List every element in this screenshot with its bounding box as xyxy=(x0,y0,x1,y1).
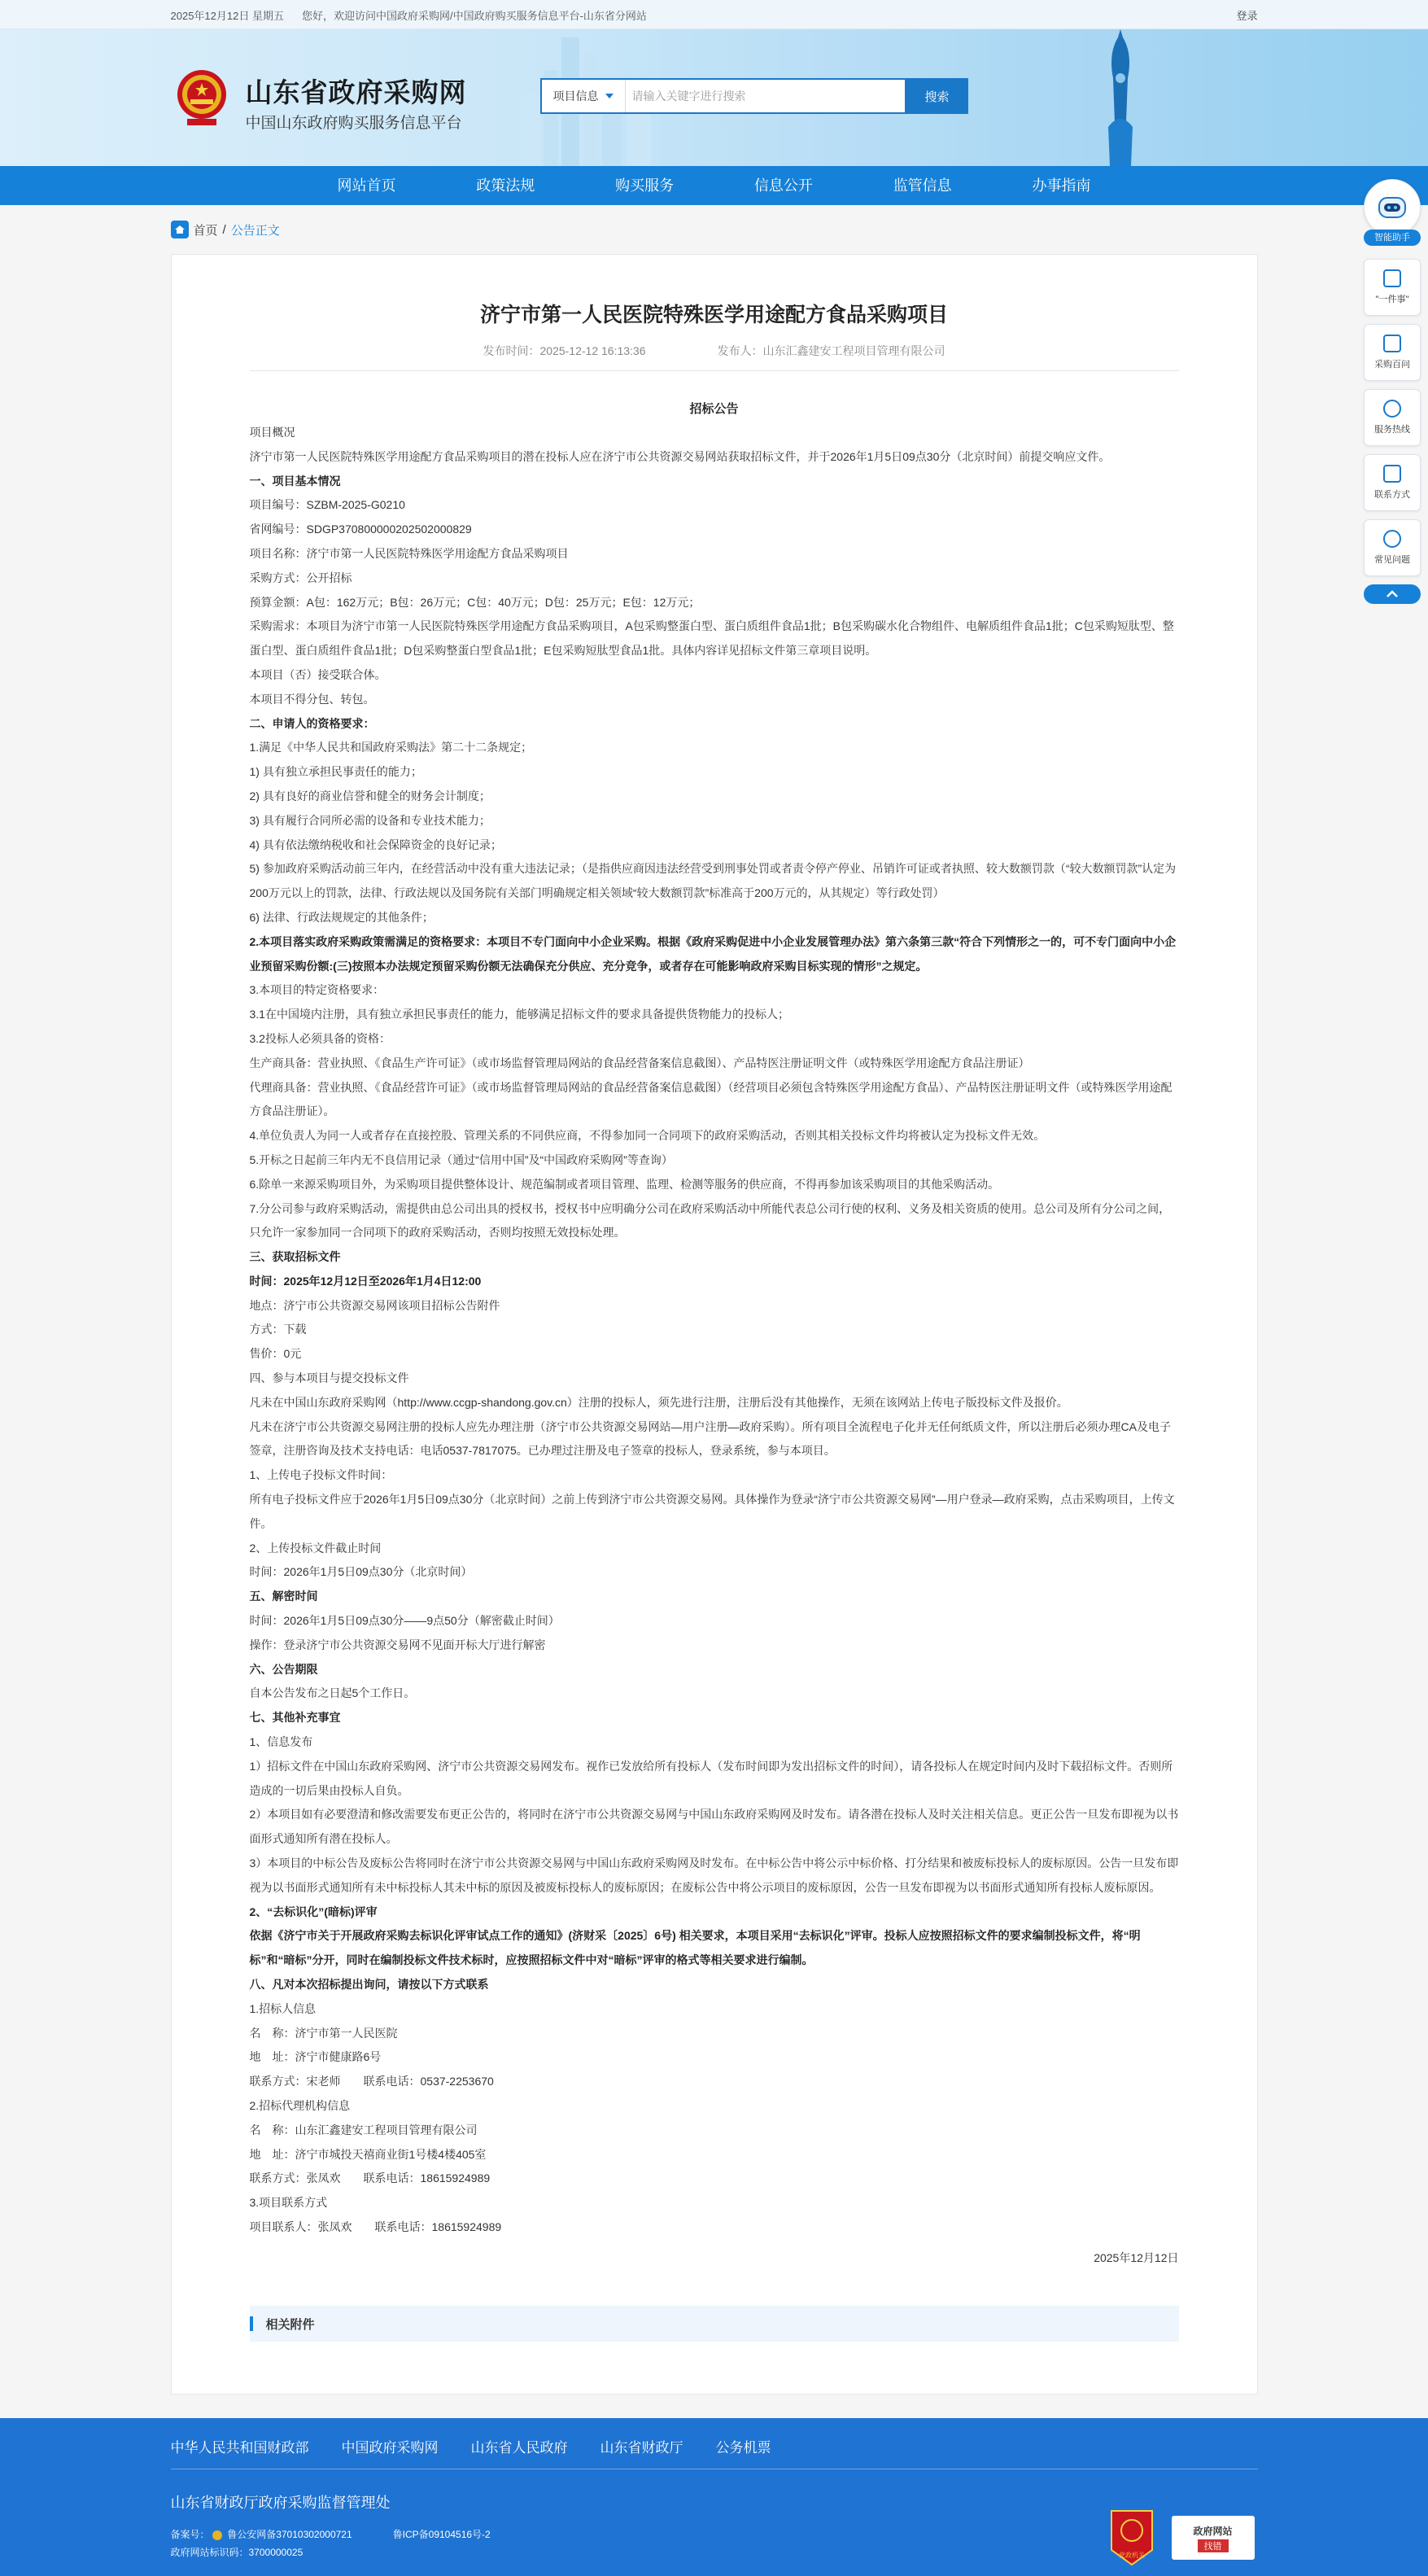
badge2-line1: 政府网站 xyxy=(1193,2525,1233,2537)
footer-link-mof[interactable]: 中华人民共和国财政部 xyxy=(170,2440,309,2456)
article-paragraph: 2.招标代理机构信息 xyxy=(249,2098,351,2112)
article-paragraph: 济宁市第一人民医院特殊医学用途配方食品采购项目的潜在投标人应在济宁市公共资源交易网站获取招标文件，并于2026年1月5日09点30分（北京时间）前提交响应文件。 xyxy=(249,449,1111,463)
current-date: 2025年12月12日 星期五 xyxy=(170,9,284,22)
article-paragraph: 联系方式：张凤欢 联系电话：18615924989 xyxy=(249,2171,491,2185)
article-paragraph: 地 址：济宁市健康路6号 xyxy=(249,2050,382,2064)
home-icon[interactable] xyxy=(171,221,189,238)
article-paragraph: 八、凡对本次招标提出询问，请按以下方式联系 xyxy=(249,1978,489,1991)
nav-item-guide[interactable]: 办事指南 xyxy=(1032,177,1091,194)
article-paragraph: 5) 参加政府采购活动前三年内，在经营活动中没有重大违法记录；（是指供应商因违法经营受到刑事处罚或者责令停产停业、吊销许可证或者执照、较大数额罚款（“较大数额罚款”认定为200万元以上的罚款，法律、行政法规以及国务院有关部门明确规定相关领域“较大数额罚款”标准高于200万元的，从其规定）等行政处罚） xyxy=(249,862,1177,900)
footer-org: 山东省财政厅政府采购监督管理处 xyxy=(170,2495,391,2511)
publish-time: 发布时间：2025-12-12 16:13:36 xyxy=(483,344,646,357)
search-input[interactable] xyxy=(632,80,905,112)
attachments-section xyxy=(250,2306,1179,2342)
article-paragraph: 6.除单一来源采购项目外，为采购项目提供整体设计、规范编制或者项目管理、监理、检测等服务的供应商，不得再参加该采购项目的其他采购活动。 xyxy=(249,1177,1000,1191)
article-paragraph: 依据《济宁市关于开展政府采购去标识化评审试点工作的通知》(济财采〔2025〕6号) 相关要求，本项目采用“去标识化”评审。投标人应按照招标文件的要求编制投标文件，将“明标”和“暗标”分开，同时在编制投标文件技术标时，应按照招标文件中对“暗标”评审的格式等相关要求进行编制。 xyxy=(249,1929,1141,1967)
article-paragraph: 采购方式：公开招标 xyxy=(249,571,352,584)
phone-icon xyxy=(1383,400,1401,418)
article-paragraph: 1、信息发布 xyxy=(249,1735,313,1749)
article-paragraph: 3) 具有履行合同所必需的设备和专业技术能力； xyxy=(249,813,491,827)
announcement-title: 招标公告 xyxy=(689,402,739,416)
main-nav xyxy=(0,166,1428,205)
faq-label: 常见问题 xyxy=(1374,555,1410,565)
article-paragraph: 预算金额：A包：162万元；B包：26万元；C包：40万元；D包：25万元；E包：12万元； xyxy=(249,595,701,609)
article-paragraph: 七、其他补充事宜 xyxy=(249,1711,341,1725)
article-paragraph: 省网编号：SDGP370800000202502000829 xyxy=(249,523,472,536)
article-paragraph: 2、上传投标文件截止时间 xyxy=(249,1541,382,1555)
breadcrumb xyxy=(171,205,1258,254)
article-title: 济宁市第一人民医院特殊医学用途配方食品采购项目 xyxy=(479,304,948,326)
national-emblem-icon xyxy=(176,67,228,129)
article-paragraph: 名 称：山东汇鑫建安工程项目管理有限公司 xyxy=(249,2123,478,2136)
floating-sidebar xyxy=(1362,179,1422,604)
article-paragraph: 生产商具备：营业执照、《食品生产许可证》（或市场监督管理局网站的食品经营备案信息截图）、产品特医注册证明文件（或特殊医学用途配方食品注册证） xyxy=(249,1056,1030,1069)
site-error-report-badge[interactable] xyxy=(1172,2516,1255,2560)
nav-item-disclosure[interactable]: 信息公开 xyxy=(753,177,813,194)
footer-link-sdgov[interactable]: 山东省人民政府 xyxy=(470,2440,568,2456)
article-body xyxy=(250,421,1179,2271)
footer-records xyxy=(171,2527,491,2541)
hotline-button[interactable] xyxy=(1364,389,1421,446)
contact-label: 联系方式 xyxy=(1374,490,1410,500)
badge2-line2: 找错 xyxy=(1198,2539,1229,2552)
footer-link-tickets[interactable]: 公务机票 xyxy=(715,2440,771,2456)
title-divider xyxy=(250,370,1179,371)
article-paragraph: 1、上传电子投标文件时间： xyxy=(249,1468,393,1482)
article-paragraph: 1.招标人信息 xyxy=(249,2001,317,2015)
article-paragraph: 售价：0元 xyxy=(249,1347,302,1361)
icp-record[interactable]: 鲁ICP备09104516号-2 xyxy=(392,2529,491,2540)
login-link[interactable]: 登录 xyxy=(1236,9,1258,22)
article-paragraph: 时间：2025年12月12日至2026年1月4日12:00 xyxy=(249,1274,482,1288)
article-paragraph: 3.项目联系方式 xyxy=(249,2196,328,2210)
article-paragraph: 项目联系人：张凤欢 联系电话：18615924989 xyxy=(249,2220,502,2233)
chevron-up-icon xyxy=(1386,590,1399,598)
one-thing-button[interactable] xyxy=(1364,259,1421,316)
footer-link-sdczt[interactable]: 山东省财政厅 xyxy=(600,2440,683,2456)
search-button[interactable]: 搜索 xyxy=(906,78,968,114)
faq-button[interactable] xyxy=(1364,519,1421,576)
article-paragraph: 本项目（否）接受联合体。 xyxy=(249,667,386,681)
document-icon xyxy=(1383,335,1401,352)
article-paragraph: 名 称：济宁市第一人民医院 xyxy=(249,2026,398,2040)
article-paragraph: 4) 具有依法缴纳税收和社会保障资金的良好记录； xyxy=(249,838,502,851)
article-paragraph: 操作：登录济宁市公共资源交易网不见面开标大厅进行解密 xyxy=(249,1638,546,1651)
article-paragraph: 本项目不得分包、转包。 xyxy=(249,692,375,706)
site-subtitle: 中国山东政府购买服务信息平台 xyxy=(245,115,462,132)
article-paragraph: 三、获取招标文件 xyxy=(249,1250,341,1264)
chevron-down-icon xyxy=(605,94,614,98)
article-paragraph: 自本公告发布之日起5个工作日。 xyxy=(249,1686,416,1700)
article-paragraph: 2）本项目如有必要澄清和修改需要发布更正公告的，将同时在济宁市公共资源交易网与中国山东政府采购网及时发布。请各潜在投标人及时关注相关信息。更正公告一旦发布即视为以书面形式通知所有潜在投标人。 xyxy=(249,1808,1179,1846)
faq100-button[interactable] xyxy=(1364,324,1421,381)
attachments-label: 相关附件 xyxy=(265,2317,315,2332)
welcome-text: 您好，欢迎访问中国政府采购网/中国政府购买服务信息平台-山东省分网站 xyxy=(301,9,647,22)
one-thing-label: "一件事" xyxy=(1375,295,1409,304)
article-paragraph: 3.本项目的特定资格要求： xyxy=(249,983,385,997)
article-paragraph: 2、“去标识化”(暗标)评审 xyxy=(249,1905,378,1918)
robot-icon xyxy=(1376,193,1408,222)
article-paragraph: 方式：下载 xyxy=(249,1323,307,1336)
site-header xyxy=(0,29,1428,166)
article-card xyxy=(171,254,1258,2394)
section-marker xyxy=(250,2316,253,2331)
article-paragraph: 六、公告期限 xyxy=(249,1662,318,1676)
article-paragraph: 项目编号：SZBM-2025-G0210 xyxy=(249,498,405,512)
nav-item-supervision[interactable]: 监管信息 xyxy=(893,177,952,194)
record-label: 备案号： xyxy=(170,2529,210,2540)
hotline-label: 服务热线 xyxy=(1374,425,1410,435)
article-paragraph: 1）招标文件在中国山东政府采购网、济宁市公共资源交易网发布。视作已发放给所有投标人（发布时间即为发出招标文件的时间），请各投标人在规定时间内及时下载招标文件。否则所造成的一切后果由投标人自负。 xyxy=(249,1759,1173,1797)
top-bar xyxy=(0,0,1428,29)
party-gov-badge-icon[interactable] xyxy=(1108,2508,1155,2566)
back-to-top-button[interactable] xyxy=(1364,584,1421,604)
footer-links xyxy=(171,2436,771,2456)
article-paragraph: 地点：济宁市公共资源交易网该项目招标公告附件 xyxy=(249,1298,500,1312)
nav-item-policy[interactable]: 政策法规 xyxy=(476,177,535,194)
article-paragraph: 2) 具有良好的商业信誉和健全的财务会计制度； xyxy=(249,789,491,803)
assistant-button[interactable] xyxy=(1364,179,1421,236)
search-box xyxy=(540,78,906,114)
search-category-label: 项目信息 xyxy=(552,90,599,103)
article-paragraph: 5.开标之日起前三年内无不良信用记录（通过“信用中国”及“中国政府采购网”等查询） xyxy=(249,1152,673,1166)
faq100-label: 采购百问 xyxy=(1374,360,1410,370)
article-paragraph: 凡未在济宁市公共资源交易网注册的投标人应先办理注册（济宁市公共资源交易网站—用户注册—政府采购）。所有项目全流程电子化并无任何纸质文件，所以注册后必须办理CA及电子签章，注册咨询及技术支持电话：电话0537-7817075。已办理过注册及电子签章的投标人，登录系统，参与本项目。 xyxy=(249,1419,1171,1458)
article-paragraph: 采购需求：本项目为济宁市第一人民医院特殊医学用途配方食品采购项目，A包采购整蛋白型、蛋白质组件食品1批；B包采购碳水化合物组件、电解质组件食品1批；C包采购短肽型、整蛋白型、蛋白质组件食品1批；D包采购整蛋白型食品1批；E包采购短肽型食品1批。具体内容详见招标文件第三章项目说明。 xyxy=(249,619,1174,658)
police-record[interactable]: 鲁公安网备37010302000721 xyxy=(227,2529,352,2540)
article-paragraph: 1.满足《中华人民共和国政府采购法》第二十二条规定； xyxy=(249,741,533,754)
contact-card-icon xyxy=(1383,465,1401,483)
nav-item-services[interactable]: 购买服务 xyxy=(615,177,675,194)
footer-link-ccgp[interactable]: 中国政府采购网 xyxy=(341,2440,439,2456)
article-paragraph: 时间：2026年1月5日09点30分（北京时间） xyxy=(249,1565,473,1579)
breadcrumb-separator: / xyxy=(222,222,226,237)
article-paragraph: 地 址：济宁市城投天禧商业街1号楼4楼405室 xyxy=(249,2147,487,2161)
search-category-select[interactable] xyxy=(542,80,626,112)
article-paragraph: 3.2投标人必须具备的资格： xyxy=(249,1031,391,1045)
article-paragraph: 二、申请人的资格要求： xyxy=(249,716,375,730)
article-paragraph: 3.1在中国境内注册，具有独立承担民事责任的能力，能够满足招标文件的要求具备提供货物能力的投标人； xyxy=(249,1008,789,1021)
article-paragraph: 6) 法律、行政法规规定的其他条件； xyxy=(249,910,434,924)
article-paragraph: 2.本项目落实政府采购政策需满足的资格要求：本项目不专门面向中小企业采购。根据《政府采购促进中小企业发展管理办法》第六条第三款“符合下列情形之一的，可不专门面向中小企业预留采购份额:(三)按照本办法规定预留采购份额无法确保充分供应、充分竞争，或者存在可能影响政府采购目标实现的情形”之规定。 xyxy=(249,934,1177,973)
site-code: 政府网站标识码：3700000025 xyxy=(170,2547,304,2558)
article-date-sign: 2025年12月12日 xyxy=(1094,2250,1179,2264)
police-badge-icon xyxy=(212,2530,222,2540)
assistant-label[interactable]: 智能助手 xyxy=(1364,230,1421,246)
article-paragraph: 联系方式：宋老师 联系电话：0537-2253670 xyxy=(249,2075,494,2088)
article-paragraph: 时间：2026年1月5日09点30分——9点50分（解密截止时间） xyxy=(249,1614,560,1628)
site-footer xyxy=(0,2418,1428,2576)
question-icon xyxy=(1383,530,1401,548)
article-paragraph: 1) 具有独立承担民事责任的能力； xyxy=(249,765,422,779)
nav-item-home[interactable]: 网站首页 xyxy=(337,177,396,194)
article-paragraph: 所有电子投标文件应于2026年1月5日09点30分（北京时间）之前上传到济宁市公共资源交易网。具体操作为登录“济宁市公共资源交易网”—用户登录—政府采购，点击采购项目，上传文件。 xyxy=(249,1493,1175,1530)
article-paragraph: 一、项目基本情况 xyxy=(249,474,341,488)
tower-graphic xyxy=(1076,29,1165,166)
article-paragraph: 4.单位负责人为同一人或者存在直接控股、管理关系的不同供应商，不得参加同一合同项下的政府采购活动，否则其相关投标文件均将被认定为投标文件无效。 xyxy=(249,1129,1046,1143)
article-paragraph: 项目名称：济宁市第一人民医院特殊医学用途配方食品采购项目 xyxy=(249,546,569,560)
article-paragraph: 凡未在中国山东政府采购网（http://www.ccgp-shandong.gov.cn）注册的投标人，须先进行注册，注册后没有其他操作，无须在该网站上传电子版投标文件及报价。 xyxy=(249,1395,1068,1409)
article-paragraph: 3）本项目的中标公告及废标公告将同时在济宁市公共资源交易网与中国山东政府采购网及时发布。在中标公告中将公示中标价格、打分结果和被废标投标人的废标原因。公告一旦发布即视为以书面形式通知所有未中标投标人其未中标的原因及被废标投标人的废标原因；在废标公告中将公示项目的废标原因，公告一旦发布即视为以书面形式通知所有投标人废标原因。 xyxy=(249,1857,1179,1894)
article-paragraph: 项目概况 xyxy=(249,426,295,439)
article-paragraph: 代理商具备：营业执照、《食品经营许可证》（或市场监督管理局网站的食品经营备案信息截图）（经营项目必须包含特殊医学用途配方食品）、产品特医注册证明文件（或特殊医学用途配方食品注册证）。 xyxy=(249,1080,1173,1118)
breadcrumb-current: 公告正文 xyxy=(230,223,280,238)
breadcrumb-home[interactable]: 首页 xyxy=(193,223,218,238)
site-title: 山东省政府采购网 xyxy=(245,77,467,107)
article-meta xyxy=(172,343,1257,359)
badge1-text: 党政机关 xyxy=(1118,2552,1145,2559)
article-paragraph: 7.分公司参与政府采购活动，需提供由总公司出具的授权书，授权书中应明确分公司在政府采购活动中所能代表总公司行使的权利、义务及相关资质的使用。总公司及所有分公司之间，只允许一家参加同一合同项下的政府采购活动，否则均按照无效投标处理。 xyxy=(249,1201,1171,1240)
publisher: 发布人：山东汇鑫建安工程项目管理有限公司 xyxy=(717,344,945,357)
article-paragraph: 四、参与本项目与提交投标文件 xyxy=(249,1371,409,1385)
contact-button[interactable] xyxy=(1364,454,1421,511)
article-paragraph: 五、解密时间 xyxy=(249,1590,318,1603)
play-icon xyxy=(1383,269,1401,287)
